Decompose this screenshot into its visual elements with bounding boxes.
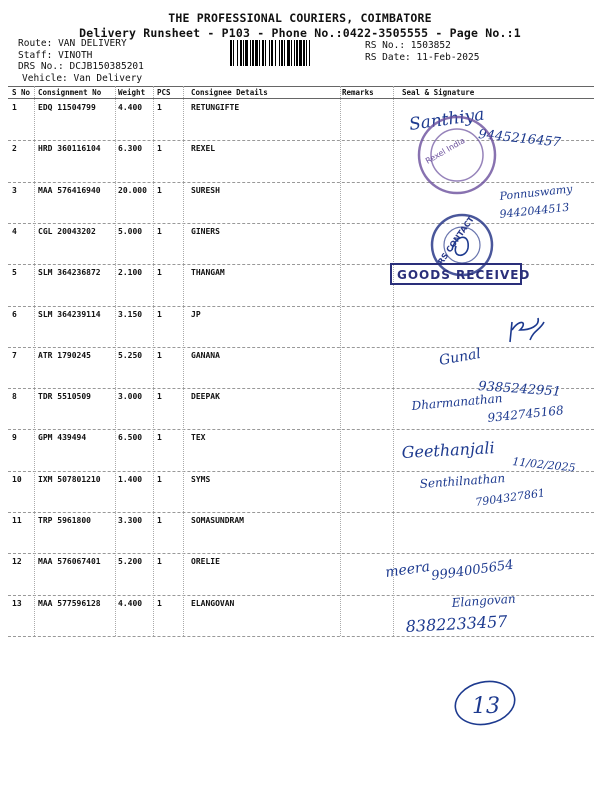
row10-signature-name: Senthilnathan — [419, 471, 506, 491]
contact-seal-text: RS CONTACT — [436, 214, 476, 267]
count-number: 13 — [472, 694, 500, 719]
row12-signature-phone: 9994005654 — [430, 557, 515, 584]
row3-signature-phone: 9442044513 — [498, 200, 570, 221]
table-row — [8, 264, 594, 305]
table-row — [8, 512, 594, 553]
row-weight: 1.400 — [118, 474, 143, 484]
row-consignee: GINERS — [191, 226, 220, 236]
row-pcs: 1 — [157, 350, 162, 360]
row1-signature-name: Santhiya — [407, 104, 486, 135]
row-consignment-no: TDR 5510509 — [38, 392, 91, 402]
col-consignment: Consignment No — [38, 88, 102, 97]
row-sno: 10 — [12, 474, 22, 484]
route-info — [18, 38, 144, 84]
row-consignment-no: SLM 364239114 — [38, 309, 101, 319]
col-weight: Weight — [118, 88, 146, 97]
rs-info — [365, 40, 479, 63]
table-row — [8, 471, 594, 512]
row-sno: 11 — [12, 516, 22, 525]
vehicle-value: Van Delivery — [73, 72, 143, 84]
row8-signature-name: Dharmanathan — [411, 391, 504, 413]
table-row — [8, 553, 594, 594]
row-sno: 13 — [12, 598, 22, 608]
row-sno: 8 — [12, 392, 17, 402]
row10-signature-phone: 7904327861 — [474, 486, 546, 509]
rexel-seal-text: Rexel India — [424, 135, 467, 166]
row-consignment-no: MAA 576067401 — [38, 557, 101, 567]
row-weight: 5.250 — [118, 350, 143, 360]
row-pcs: 1 — [157, 557, 162, 567]
row-consignee: DEEPAK — [191, 392, 220, 402]
row-consignment-no: IXM 507801210 — [38, 474, 101, 484]
table-row — [8, 182, 594, 223]
route-value: VAN DELIVERY — [58, 38, 127, 49]
vehicle-label: Vehicle: — [22, 72, 68, 84]
row13-signature-name: Elangovan — [451, 591, 517, 610]
row-consignee: ORELIE — [191, 557, 220, 567]
column-rule — [340, 86, 341, 636]
rs-date-value: 11-Feb-2025 — [416, 51, 480, 63]
row-weight: 3.150 — [118, 309, 143, 319]
col-pcs: PCS — [157, 88, 171, 97]
col-signature: Seal & Signature — [402, 88, 475, 97]
rs-date-line — [365, 52, 479, 64]
row-pcs: 1 — [157, 598, 162, 608]
row7-signature-phone: 9385242951 — [477, 379, 562, 400]
row9-signature-name: Geethanjali — [401, 438, 496, 462]
row-sno: 5 — [12, 268, 17, 278]
count-circle — [451, 676, 518, 730]
table-row — [8, 99, 594, 140]
row-pcs: 1 — [157, 103, 162, 112]
row9-signature-date: 11/02/2025 — [511, 455, 577, 475]
row-consignee: JP — [191, 309, 201, 319]
col-remarks: Remarks — [342, 88, 374, 97]
row-consignee: THANGAM — [191, 268, 225, 278]
col-sno: S No — [12, 88, 31, 97]
company-title: THE PROFESSIONAL COURIERS, COIMBATORE — [168, 11, 432, 25]
row1-signature-phone: 9445216457 — [477, 127, 562, 151]
goods-received-text: GOODS RECEIVED — [397, 268, 531, 282]
row-consignment-no: MAA 577596128 — [38, 598, 101, 608]
row-weight: 6.300 — [118, 144, 143, 154]
row-consignee: REXEL — [191, 144, 216, 154]
row-weight: 5.000 — [118, 226, 143, 236]
row7-signature-name: Gunal — [437, 345, 483, 369]
table-row — [8, 429, 594, 470]
column-rule — [393, 86, 394, 636]
row-weight: 2.100 — [118, 268, 143, 278]
row-consignment-no: TRP 5961800 — [38, 516, 91, 525]
row12-signature-name: meera — [384, 558, 432, 581]
rs-no-line — [365, 40, 479, 52]
row-sno: 4 — [12, 226, 17, 236]
row-consignee: SURESH — [191, 185, 220, 195]
column-rule — [153, 86, 154, 636]
row-consignment-no: EDQ 11504799 — [38, 103, 96, 112]
circled-count-mark — [451, 676, 518, 730]
row-weight: 4.400 — [118, 103, 143, 112]
row-consignee: RETUNGIFTE — [191, 103, 240, 112]
row-sno: 1 — [12, 103, 17, 112]
row-weight: 3.000 — [118, 392, 143, 402]
row-consignee: TEX — [191, 433, 206, 443]
row-sno: 7 — [12, 350, 17, 360]
row-consignment-no: GPM 439494 — [38, 433, 87, 443]
table-row — [8, 306, 594, 347]
col-consignee: Consignee Details — [191, 88, 268, 97]
table-row — [8, 223, 594, 264]
table-row — [8, 388, 594, 429]
row-consignee: SYMS — [191, 474, 211, 484]
row-pcs: 1 — [157, 226, 162, 236]
row-sno: 6 — [12, 309, 17, 319]
row-consignment-no: SLM 364236872 — [38, 268, 101, 278]
drs-value: DCJB150385201 — [69, 61, 144, 72]
row-divider — [8, 636, 594, 637]
row-pcs: 1 — [157, 474, 162, 484]
row-pcs: 1 — [157, 516, 162, 525]
row-sno: 3 — [12, 185, 17, 195]
row8-signature-phone: 9342745168 — [486, 403, 565, 425]
drs-label: DRS No.: — [18, 61, 64, 72]
column-rule — [183, 86, 184, 636]
row-pcs: 1 — [157, 144, 162, 154]
row-consignee: GANANA — [191, 350, 220, 360]
route-line — [18, 38, 144, 50]
row-consignee: ELANGOVAN — [191, 598, 235, 608]
row-sno: 2 — [12, 144, 17, 154]
row-sno: 12 — [12, 557, 22, 567]
row13-signature-phone: 8382233457 — [405, 611, 508, 636]
barcode — [230, 40, 358, 66]
staff-value: VINOTH — [58, 49, 93, 61]
row-sno: 9 — [12, 433, 17, 443]
table-header — [8, 86, 594, 98]
row-pcs: 1 — [157, 185, 162, 195]
row-pcs: 1 — [157, 392, 162, 402]
row-consignment-no: ATR 1790245 — [38, 350, 91, 360]
row-pcs: 1 — [157, 433, 162, 443]
table-row — [8, 595, 594, 636]
drs-line — [18, 61, 144, 73]
row-weight: 4.400 — [118, 598, 143, 608]
row-consignment-no: HRD 360116104 — [38, 144, 101, 154]
vehicle-line — [18, 73, 144, 85]
row-consignment-no: MAA 576416940 — [38, 185, 101, 195]
row-weight: 20.000 — [118, 185, 147, 195]
row3-signature-name: Ponnuswamy — [498, 182, 574, 203]
row-weight: 5.200 — [118, 557, 143, 567]
staff-label: Staff: — [18, 49, 53, 61]
table-row — [8, 140, 594, 181]
rs-date-label: RS Date: — [365, 51, 411, 63]
table-row — [8, 347, 594, 388]
route-label: Route: — [18, 38, 53, 49]
row-weight: 3.300 — [118, 516, 143, 525]
column-rule — [115, 86, 116, 636]
row-pcs: 1 — [157, 268, 162, 278]
row-pcs: 1 — [157, 309, 162, 319]
column-rule — [34, 86, 35, 636]
runsheet-subtitle: Delivery Runsheet - P103 - Phone No.:0422-3505555 - Page No.:1 — [79, 26, 521, 40]
row-consignee: SOMASUNDRAM — [191, 516, 244, 525]
rs-no-label: RS No.: — [365, 40, 406, 51]
rs-no-value: 1503852 — [410, 40, 451, 51]
row-weight: 6.500 — [118, 433, 143, 443]
staff-line — [18, 50, 144, 62]
row-consignment-no: CGL 20043202 — [38, 226, 96, 236]
